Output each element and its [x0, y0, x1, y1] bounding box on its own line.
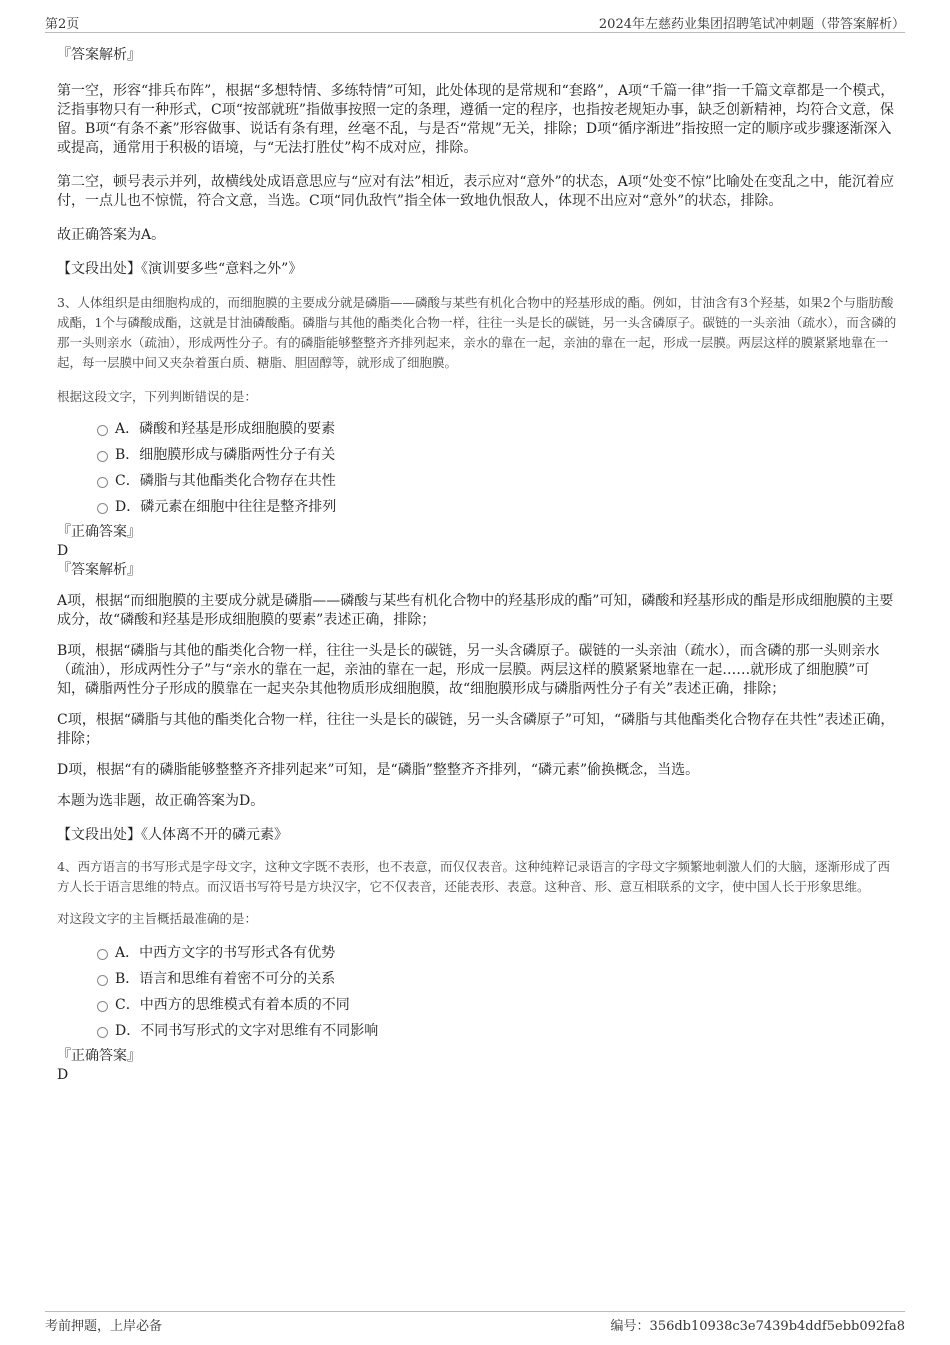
conclusion: 本题为选非题，故正确答案为D。 [57, 793, 265, 809]
document-code: 编号：356db10938c3e7439b4ddf5ebb092fa8 [610, 1319, 905, 1334]
source: 【文段出处】《演训要多些“意料之外”》 [57, 261, 303, 277]
document-title: 2024年左慈药业集团招聘笔试冲刺题（带答案解析） [598, 17, 905, 32]
radio-icon[interactable] [97, 949, 108, 960]
page-content [57, 46, 897, 1085]
analysis-paragraph: A项，根据“而细胞膜的主要成分就是磷脂——磷酸与某些有机化合物中的羟基形成的酯”可知，磷酸和羟基形成的酯是形成细胞膜的主要成分，故“磷酸和羟基是形成细胞膜的要素”表述正确，排除； [57, 593, 894, 628]
radio-icon[interactable] [97, 975, 108, 986]
radio-icon[interactable] [97, 1001, 108, 1012]
analysis-paragraph: 第二空，顿号表示并列，故横线处成语意思应与“应对有法”相近，表示应对“意外”的状态，A项“处变不惊”比喻处在变乱之中，能沉着应付，一点儿也不惊慌，符合文意，当选。C项“同仇敌忾”指全体一致地仇恨敌人，体现不出应对“意外”的状态，排除。 [57, 174, 895, 209]
analysis-label: 『答案解析』 [57, 47, 141, 63]
analysis-paragraph: B项，根据“磷脂与其他的酯类化合物一样，往往一头是长的碳链，另一头含磷原子。碳链的一头亲油（疏水），而含磷的那一头则亲水（疏油），形成两性分子”与“亲水的靠在一起，亲油的靠在一起，形成一层膜。两层这样的膜紧紧地靠在一起……就形成了细胞膜”可知，磷脂两性分子形成的膜靠在一起夹杂其他物质形成细胞膜，故“细胞膜形成与磷脂两性分子有关”表述正确，排除； [57, 643, 880, 697]
answer-label: 『正确答案』 [57, 1048, 141, 1064]
answer-value: D [57, 543, 69, 559]
option-item[interactable]: B．语言和思维有着密不可分的关系 [57, 969, 897, 995]
analysis-paragraph: C项，根据“磷脂与其他的酯类化合物一样，往往一头是长的碳链，另一头含磷原子”可知，“磷脂与其他酯类化合物存在共性”表述正确，排除； [57, 712, 895, 747]
radio-icon[interactable] [97, 451, 108, 462]
radio-icon[interactable] [97, 425, 108, 436]
radio-icon[interactable] [97, 503, 108, 514]
footer-slogan: 考前押题，上岸必备 [45, 1319, 163, 1334]
option-list [57, 943, 897, 1047]
option-item[interactable]: A．中西方文字的书写形式各有优势 [57, 943, 897, 969]
source: 【文段出处】《人体离不开的磷元素》 [57, 827, 288, 843]
analysis-paragraph: D项，根据“有的磷脂能够整整齐齐排列起来”可知，是“磷脂”整整齐齐排列，“磷元素”偷换概念，当选。 [57, 762, 700, 778]
conclusion: 故正确答案为A。 [57, 227, 166, 243]
option-item[interactable]: C．磷脂与其他酯类化合物存在共性 [57, 471, 897, 497]
page-header [45, 12, 905, 33]
question-prompt: 根据这段文字，下列判断错误的是： [57, 389, 258, 404]
radio-icon[interactable] [97, 477, 108, 488]
answer-label: 『正确答案』 [57, 524, 141, 540]
option-item[interactable]: A．磷酸和羟基是形成细胞膜的要素 [57, 419, 897, 445]
analysis-paragraph: 第一空，形容“排兵布阵”，根据“多想特情、多练特情”可知，此处体现的是常规和“套路”，A项“千篇一律”指一千篇文章都是一个模式，泛指事物只有一种形式，C项“按部就班”指做事按照一定的条理，遵循一定的程序，也指按老规矩办事，缺乏创新精神，均符合文意，保留。B项“有条不紊”形容做事、说话有条有理，丝毫不乱，与是否“常规”无关，排除；D项“循序渐进”指按照一定的顺序或步骤逐渐深入或提高，通常用于积极的语境，与“无法打胜仗”构不成对应，排除。 [57, 83, 895, 156]
option-item[interactable]: D．磷元素在细胞中往往是整齐排列 [57, 497, 897, 523]
analysis-label: 『答案解析』 [57, 562, 141, 578]
option-list [57, 419, 897, 523]
option-item[interactable]: D．不同书写形式的文字对思维有不同影响 [57, 1021, 897, 1047]
question-stem: 4、西方语言的书写形式是字母文字，这种文字既不表形，也不表意，而仅仅表音。这种纯粹记录语言的字母文字频繁地刺激人们的大脑，逐渐形成了西方人长于语言思维的特点。而汉语书写符号是方块汉字，它不仅表音，还能表形、表意。这种音、形、意互相联系的文字，使中国人长于形象思维。 [57, 859, 890, 894]
question-stem: 3、人体组织是由细胞构成的，而细胞膜的主要成分就是磷脂——磷酸与某些有机化合物中的羟基形成的酯。例如，甘油含有3个羟基，如果2个与脂肪酸成酯，1个与磷酸成酯，这就是甘油磷酸酯。磷脂与其他的酯类化合物一样，往往一头是长的碳链，另一头含磷原子。碳链的一头亲油（疏水），而含磷的那一头则亲水（疏油），形成两性分子。有的磷脂能够整整齐齐排列起来，亲水的靠在一起，亲油的靠在一起，形成一层膜。两层这样的膜紧紧地靠在一起，每一层膜中间又夹杂着蛋白质、糖脂、胆固醇等，就形成了细胞膜。 [57, 295, 897, 370]
page-footer [45, 1311, 905, 1334]
question-prompt: 对这段文字的主旨概括最准确的是： [57, 911, 258, 926]
option-item[interactable]: B．细胞膜形成与磷脂两性分子有关 [57, 445, 897, 471]
radio-icon[interactable] [97, 1027, 108, 1038]
answer-value: D [57, 1067, 69, 1083]
option-item[interactable]: C．中西方的思维模式有着本质的不同 [57, 995, 897, 1021]
page-number: 第2页 [45, 17, 80, 32]
